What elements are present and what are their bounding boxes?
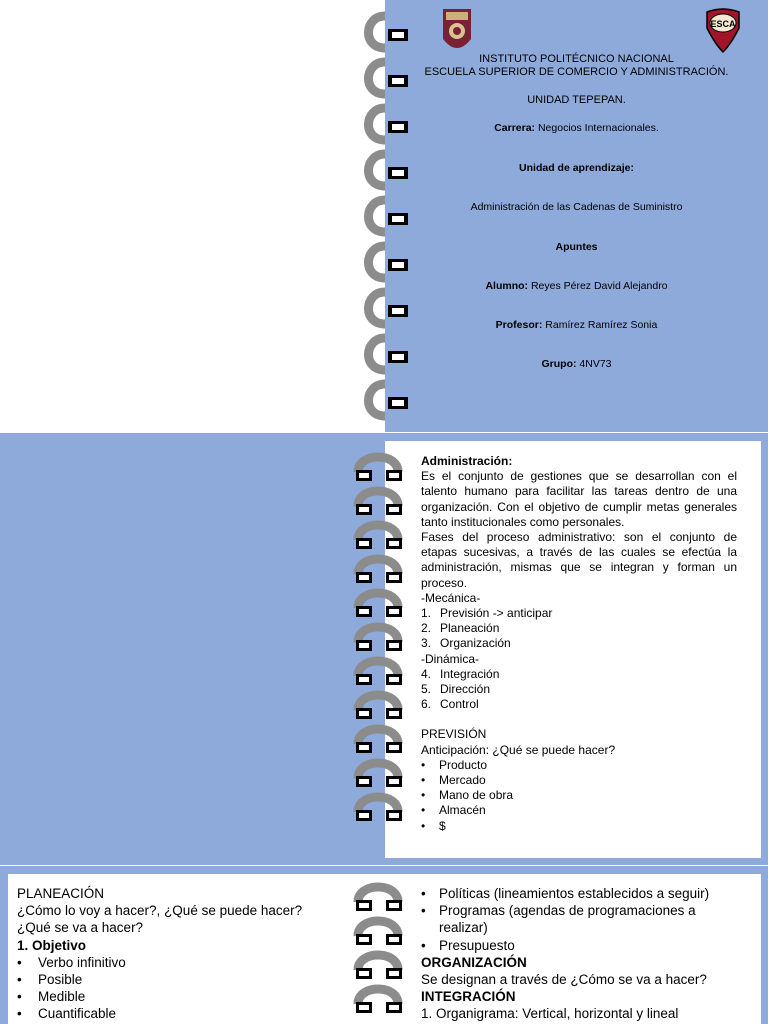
unit-name: UNIDAD TEPEPAN.	[527, 94, 626, 106]
objetivo-heading: 1. Objetivo	[17, 937, 87, 953]
prevision-title: PREVISIÓN	[421, 727, 487, 742]
list-item: • Cuantificable	[17, 1006, 117, 1022]
list-item: • Producto	[421, 757, 488, 772]
list-item: • Posible	[17, 972, 83, 988]
mecanica-label: -Mecánica-	[421, 590, 481, 605]
integracion-title: INTEGRACIÓN	[421, 989, 516, 1005]
institute-name: INSTITUTO POLITÉCNICO NACIONAL	[479, 53, 674, 65]
list-item: • Verbo infinitivo	[17, 954, 126, 970]
teacher-line	[385, 319, 768, 331]
list-item: 2. Planeación	[421, 621, 500, 636]
dinamica-label: -Dinámica-	[421, 651, 480, 666]
list-item: 6. Control	[421, 697, 479, 712]
document-type: Apuntes	[555, 241, 598, 253]
career-label: Carrera:	[494, 122, 536, 134]
student-value: Reyes Pérez David Alejandro	[530, 280, 668, 292]
list-item: 3. Organización	[421, 636, 511, 651]
administracion-heading: Administración:	[421, 454, 513, 468]
administracion-notes	[421, 454, 737, 834]
group-label: Grupo:	[541, 358, 577, 370]
teacher-label: Profesor:	[495, 319, 543, 331]
planeacion-title: PLANEACIÓN	[17, 886, 105, 901]
list-item: 1. Previsión -> anticipar	[421, 606, 553, 621]
student-line	[385, 280, 768, 292]
organizacion-notes	[421, 885, 739, 1023]
list-item: • Mercado	[421, 773, 486, 788]
career-value: Negocios Internacionales.	[537, 122, 659, 134]
esca-logo	[703, 6, 743, 54]
integracion-text: 1. Organigrama: Vertical, horizontal y lineal	[421, 1006, 679, 1022]
list-item: 5. Dirección	[421, 682, 491, 697]
notes-page-2-spiral	[352, 878, 412, 1024]
list-item: • Mano de obra	[421, 788, 514, 803]
planeacion-question-2: ¿Qué se va a hacer?	[17, 920, 144, 936]
list-item: • $	[421, 818, 446, 833]
list-item: realizar)	[439, 920, 488, 936]
administracion-definition: Es el conjunto de gestiones que se desarrollan con el talento humano para facilitar las tareas dentro de una organización. Con el objetivo de cumplir metas generales tanto institucionales como personales.	[421, 469, 737, 529]
esca-logo-text: ESCA	[710, 19, 736, 29]
teacher-value: Ramírez Ramírez Sonia	[545, 319, 658, 331]
organizacion-text: Se designan a través de ¿Cómo se va a hacer?	[421, 972, 707, 988]
list-item: • Programas (agendas de programaciones a	[421, 903, 696, 919]
notes-page-1-spiral	[352, 448, 412, 858]
group-line	[385, 358, 768, 370]
organizacion-title: ORGANIZACIÓN	[421, 954, 527, 970]
list-item: • Almacén	[421, 803, 486, 818]
prevision-question: Anticipación: ¿Qué se puede hacer?	[421, 742, 616, 757]
ipn-logo	[440, 5, 474, 57]
planeacion-question-1: ¿Cómo lo voy a hacer?, ¿Qué se puede hacer?	[17, 903, 303, 919]
list-item: • Presupuesto	[421, 937, 515, 953]
course-label: Unidad de aprendizaje:	[519, 162, 634, 174]
list-item: • Medible	[17, 989, 86, 1005]
student-label: Alumno:	[485, 280, 529, 292]
list-item: • Políticas (lineamientos establecidos a seguir)	[421, 886, 710, 901]
list-item: 4. Integración	[421, 666, 500, 681]
planeacion-notes	[17, 885, 357, 1023]
group-value: 4NV73	[579, 358, 612, 370]
career-line	[385, 122, 768, 134]
course-value: Administración de las Cadenas de Suministro	[470, 201, 683, 213]
fases-definition: Fases del proceso administrativo: son el conjunto de etapas sucesivas, a través de las cuales se efectúa la administración, mismas que se integran y forman un proceso.	[421, 530, 737, 590]
school-name: ESCUELA SUPERIOR DE COMERCIO Y ADMINISTRACIÓN.	[424, 66, 729, 78]
